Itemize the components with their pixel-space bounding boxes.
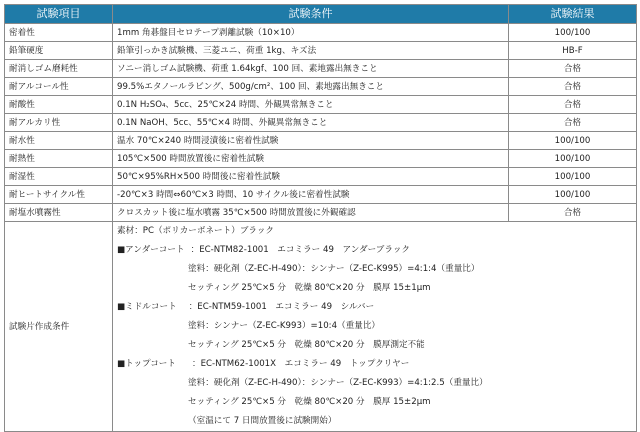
header-result: 試験結果 [509,5,637,24]
row-condition: 0.1N H₂SO₄、5cc、25℃×24 時間、外観異常無きこと [113,96,509,114]
row-item: 鉛筆硬度 [5,42,113,60]
row-condition: 1mm 角碁盤目セロテープ剥離試験（10×10） [113,24,509,42]
middlecoat-setting: セッティング 25℃×5 分 乾燥 80℃×20 分 膜厚測定不能 [188,340,425,350]
row-result: 100/100 [509,168,637,186]
prep-conditions [113,222,637,432]
topcoat-spec: ：EC-NTM62-1001X エコミラー 49 トップクリヤー [192,359,410,369]
header-condition: 試験条件 [113,5,509,24]
header-item: 試験項目 [5,5,113,24]
row-item: 密着性 [5,24,113,42]
row-condition: 50℃×95%RH×500 時間後に密着性試験 [113,168,509,186]
table-row [5,150,637,168]
undercoat-setting: セッティング 25℃×5 分 乾燥 80℃×20 分 膜厚 15±1μm [188,283,431,293]
prep-row [5,222,637,432]
row-result: 合格 [509,114,637,132]
middlecoat-heading-line [117,298,632,317]
topcoat-heading-line [117,355,632,374]
table-row [5,96,637,114]
row-item: 耐アルコール性 [5,78,113,96]
table-row [5,168,637,186]
row-item: 耐消しゴム磨耗性 [5,60,113,78]
middlecoat-spec: ：EC-NTM59-1001 エコミラー 49 シルバー [188,302,375,312]
row-result: 100/100 [509,24,637,42]
row-item: 耐塩水噴霧性 [5,204,113,222]
topcoat-heading: ■トップコート [117,359,176,369]
undercoat-heading: ■アンダーコート [117,245,185,255]
row-result: 100/100 [509,186,637,204]
table-row [5,114,637,132]
row-result: 合格 [509,60,637,78]
row-condition: -20℃×3 時間⇔60℃×3 時間、10 サイクル後に密着性試験 [113,186,509,204]
row-condition: 鉛筆引っかき試験機、三菱ユニ、荷重 1kg、キズ法 [113,42,509,60]
row-condition: クロスカット後に塩水噴霧 35℃×500 時間放置後に外観確認 [113,204,509,222]
middlecoat-paint: 塗料：シンナー（Z-EC-K993）=10:4（重量比） [188,321,381,331]
row-item: 耐ヒートサイクル性 [5,186,113,204]
test-results-table [4,4,637,432]
row-result: 100/100 [509,132,637,150]
topcoat-note: （室温にて 7 日間放置後に試験開始） [188,416,337,426]
table-row [5,186,637,204]
row-result: 合格 [509,78,637,96]
table-row [5,24,637,42]
row-condition: ソニー消しゴム試験機、荷重 1.64kgf、100 回、素地露出無きこと [113,60,509,78]
row-item: 耐アルカリ性 [5,114,113,132]
table-row [5,60,637,78]
table-row [5,42,637,60]
row-result: 合格 [509,204,637,222]
table-row [5,78,637,96]
undercoat-paint: 塗料：硬化剤（Z-EC-H-490）：シンナー（Z-EC-K995）=4:1:4（重量比） [188,264,480,274]
topcoat-paint: 塗料：硬化剤（Z-EC-H-490）：シンナー（Z-EC-K993）=4:1:2.5（重量比） [188,378,488,388]
row-condition: 0.1N NaOH、5cc、55℃×4 時間、外観異常無きこと [113,114,509,132]
row-condition: 105℃×500 時間放置後に密着性試験 [113,150,509,168]
row-item: 耐水性 [5,132,113,150]
undercoat-heading-line [117,241,632,260]
header-row [5,5,637,24]
row-result: 100/100 [509,150,637,168]
undercoat-spec: ：EC-NTM82-1001 エコミラー 49 アンダーブラック [190,245,411,255]
table-row [5,132,637,150]
middlecoat-heading: ■ミドルコート [117,302,177,312]
topcoat-setting: セッティング 25℃×5 分 乾燥 80℃×20 分 膜厚 15±2μm [188,397,431,407]
row-condition: 温水 70℃×240 時間浸漬後に密着性試験 [113,132,509,150]
row-item: 耐湿性 [5,168,113,186]
row-item: 耐酸性 [5,96,113,114]
table-row [5,204,637,222]
row-result: HB-F [509,42,637,60]
row-result: 合格 [509,96,637,114]
row-item: 耐熱性 [5,150,113,168]
row-condition: 99.5%エタノールラビング、500g/cm²、100 回、素地露出無きこと [113,78,509,96]
prep-material: 素材：PC（ポリカーボネート）ブラック [117,226,275,236]
prep-label: 試験片作成条件 [5,222,113,432]
